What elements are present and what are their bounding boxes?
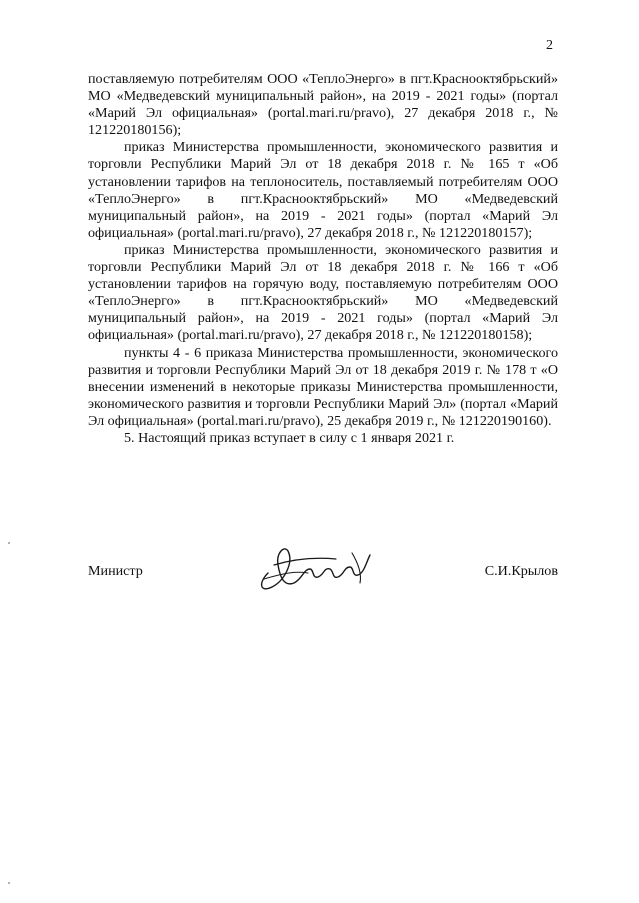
signature-block bbox=[88, 553, 558, 593]
signatory-title: Министр bbox=[88, 563, 143, 579]
page-number: 2 bbox=[546, 38, 553, 53]
handwritten-signature bbox=[254, 543, 374, 595]
paragraph-3: приказ Министерства промышленности, экономического развития и торговли Республики Марий Эл от 18 декабря 2018 г. № 166 т «Об установлении тарифов на горячую воду, поставляемую потребителям ООО «ТеплоЭнерго» в пгт.Краснооктябрьский» МО «Медведевский муниципальный район», на 2019 - 2021 годы» (портал «Марий Эл официальная» (portal.mari.ru/pravo), 27 декабря 2018 г., № 121220180158); bbox=[88, 241, 558, 344]
paragraph-1: поставляемую потребителям ООО «ТеплоЭнерго» в пгт.Краснооктябрьский» МО «Медведевский муниципальный район», на 2019 - 2021 годы» (портал «Марий Эл официальная» (portal.mari.ru/pravo), 27 декабря 2018 г., № 121220180156); bbox=[88, 71, 558, 139]
paragraph-2: приказ Министерства промышленности, экономического развития и торговли Республики Марий Эл от 18 декабря 2018 г. № 165 т «Об установлении тарифов на теплоноситель, поставляемый потребителям ООО «ТеплоЭнерго» в пгт.Краснооктябрьский» МО «Медведевский муниципальный район», на 2019 - 2021 годы» (портал «Марий Эл официальная» (portal.mari.ru/pravo), 27 декабря 2018 г., № 121220180157); bbox=[88, 139, 558, 241]
scan-speck bbox=[8, 542, 10, 544]
document-body bbox=[88, 71, 558, 447]
paragraph-4: пункты 4 - 6 приказа Министерства промышленности, экономического развития и торговли Республики Марий Эл от 18 декабря 2019 г. № 178 т «О внесении изменений в некоторые приказы Министерства промышленности, экономического развития и торговли Республики Марий Эл» (портал «Марий Эл официальная» (portal.mari.ru/pravo), 25 декабря 2019 г., № 121220190160). bbox=[88, 344, 558, 429]
signatory-name: С.И.Крылов bbox=[484, 563, 558, 579]
paragraph-5: 5. Настоящий приказ вступает в силу с 1 января 2021 г. bbox=[124, 429, 455, 446]
scan-speck bbox=[8, 882, 10, 884]
